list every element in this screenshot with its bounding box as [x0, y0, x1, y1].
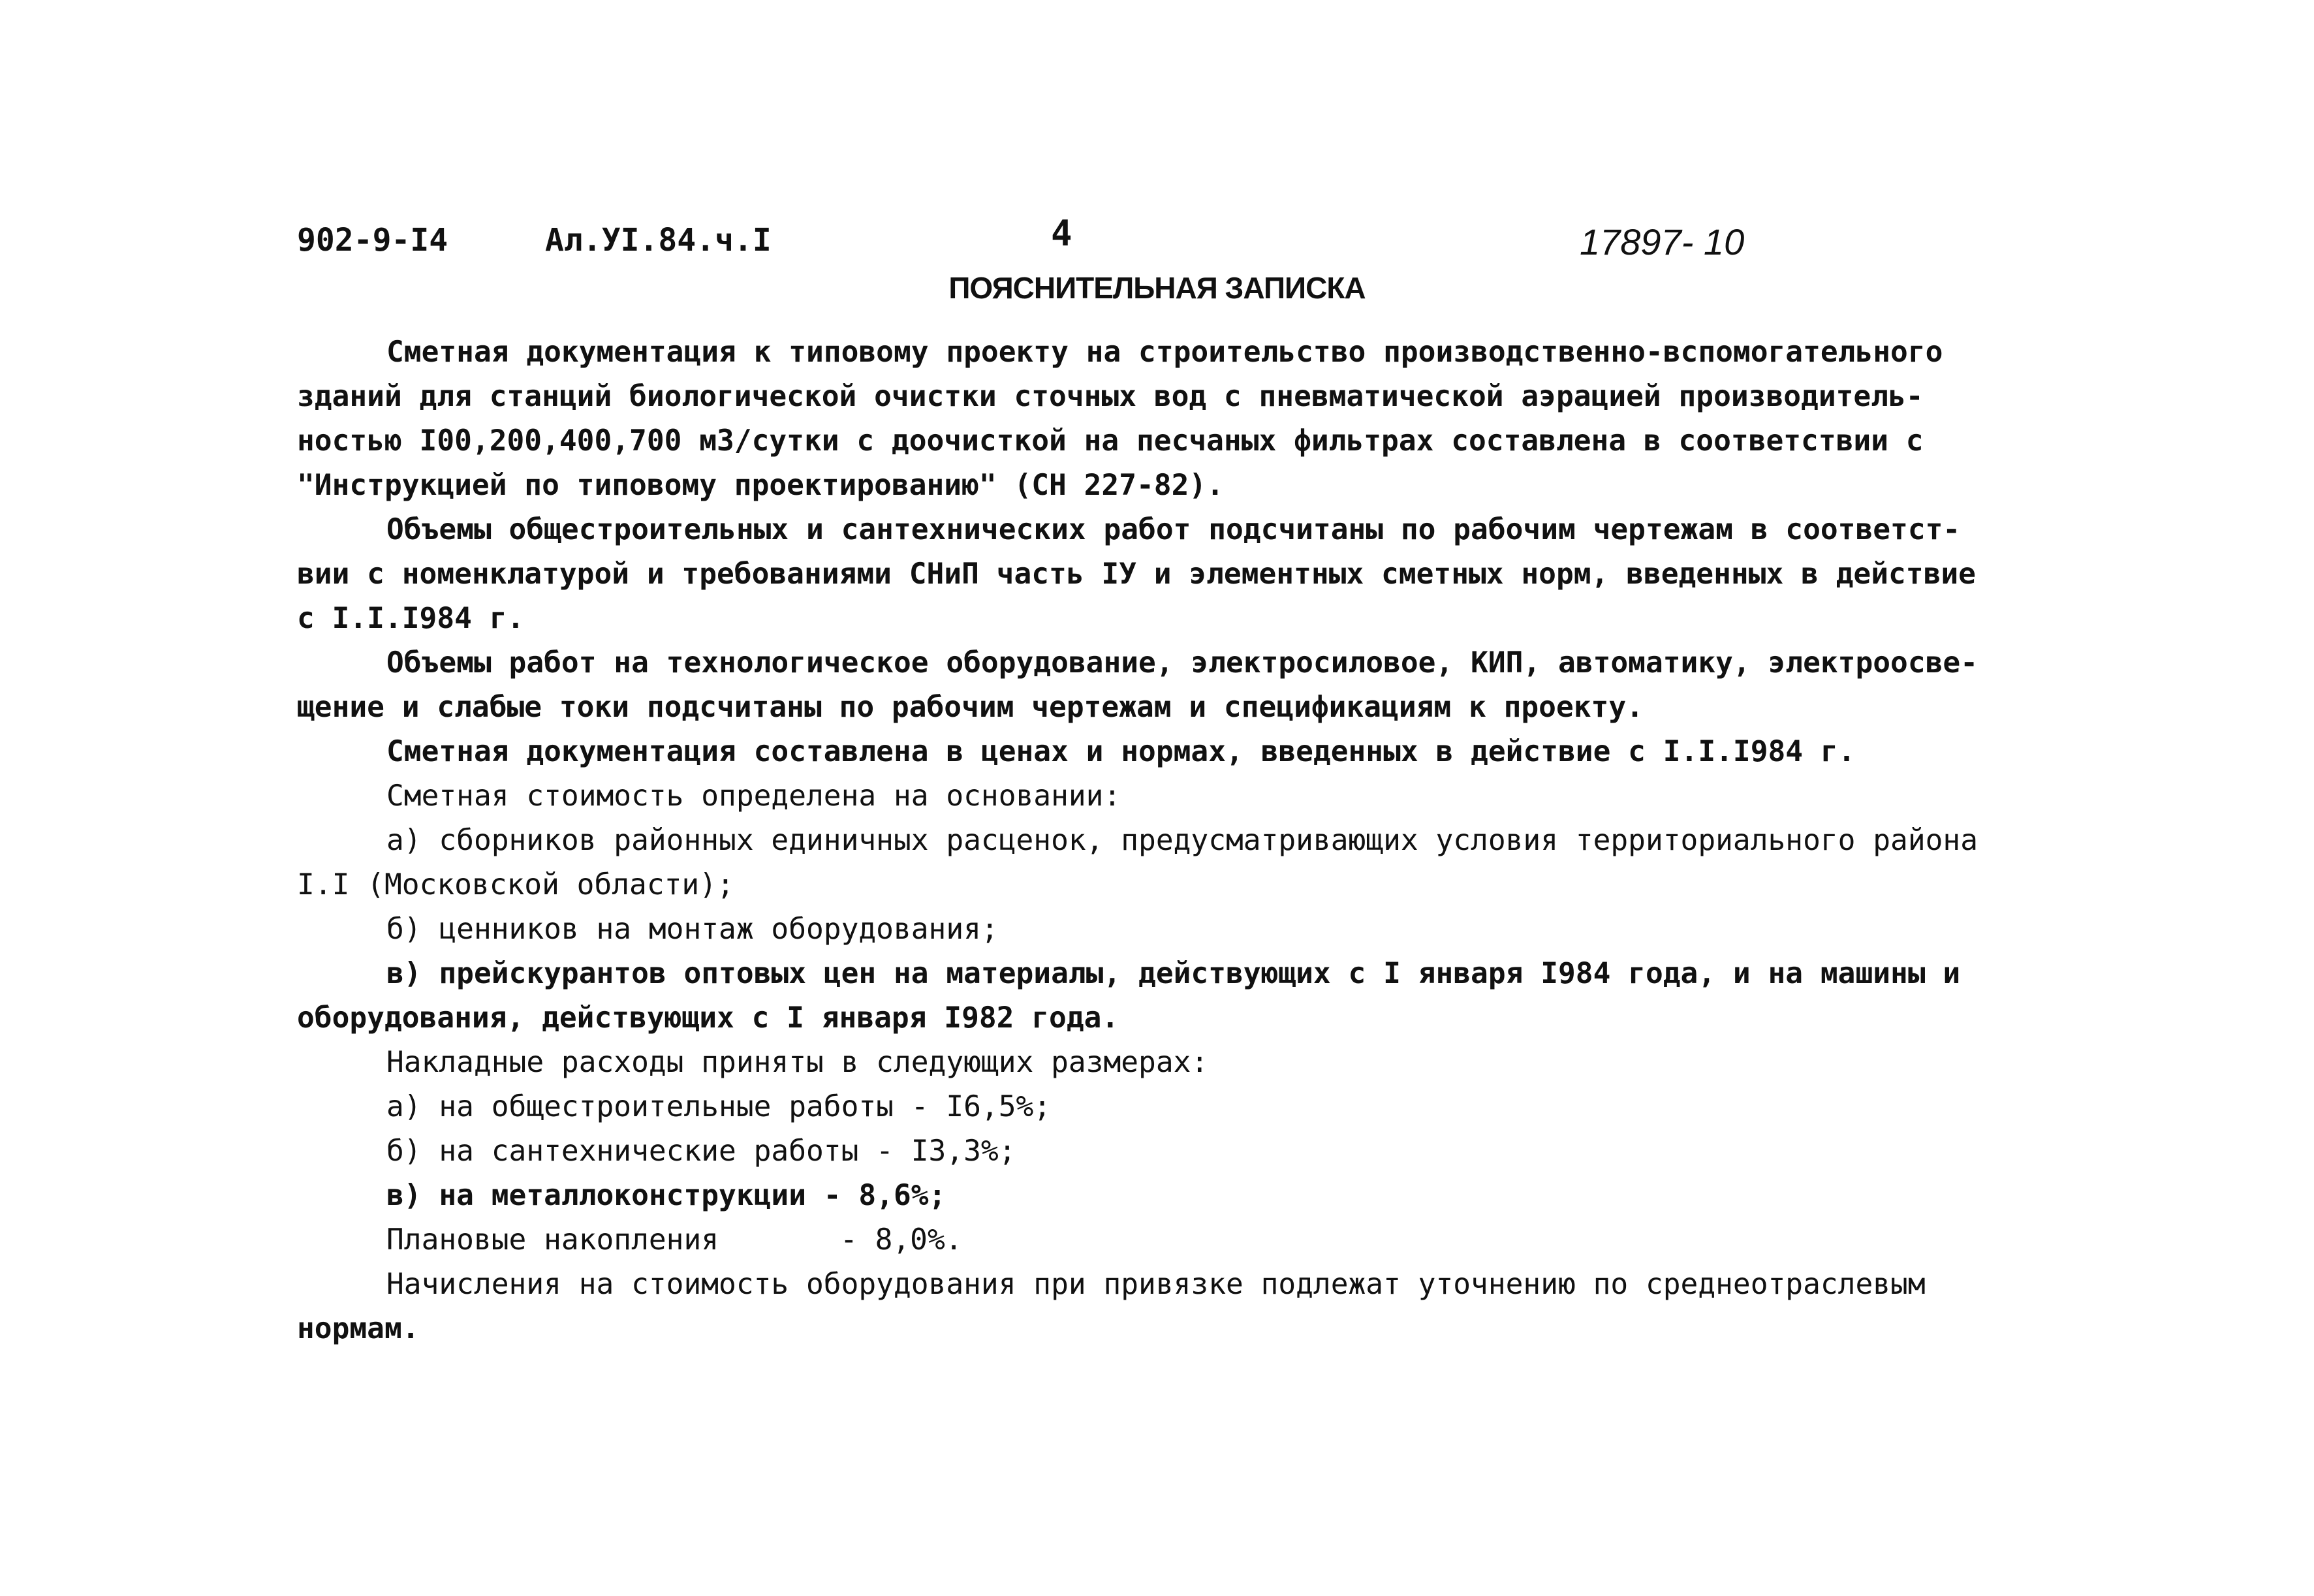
paragraph-4: Сметная документация составлена в ценах и нормах, введенных в действие с I.I.I984 г.	[386, 735, 1856, 768]
page-number: 4	[1051, 213, 1072, 254]
planned-savings-line	[297, 1218, 2033, 1262]
paragraph-last-line-1: Начисления на стоимость оборудования при привязке подлежат уточнению по среднеотраслевым	[386, 1268, 1926, 1301]
item-a-line-1: а) сборников районных единичных расценок, предусматривающих условия территориального района	[386, 824, 1978, 857]
overhead-item-a: а) на общестроительные работы - I6,5%;	[386, 1090, 1052, 1123]
paragraph-1-line-1: Сметная документация к типовому проекту на строительство производственно-вспомогательного	[386, 336, 1943, 369]
item-v-line-1: в) прейскурантов оптовых цен на материалы, действующих с I января I984 года, и на машины и	[386, 957, 1961, 990]
overhead-item-b: б) на сантехнические работы - I3,3%;	[386, 1134, 1016, 1168]
document-title: ПОЯСНИТЕЛЬНАЯ ЗАПИСКА	[948, 271, 1366, 305]
item-v-line-2: оборудования, действующих с I января I982 года.	[297, 1001, 1119, 1035]
paragraph-3-line-1: Объемы работ на технологическое оборудование, электросиловое, КИП, автоматику, электроосве-	[386, 646, 1978, 680]
paragraph-1-line-3: ностью I00,200,400,700 м3/сутки с доочисткой на песчаных фильтрах составлена в соответствии с	[297, 424, 1924, 458]
overhead-intro: Накладные расходы приняты в следующих размерах:	[386, 1046, 1209, 1079]
item-b: б) ценников на монтаж оборудования;	[386, 913, 999, 946]
explanatory-note-body	[297, 330, 2033, 1351]
paragraph-2-line-1: Объемы общестроительных и сантехнических работ подсчитаны по рабочим чертежам в соответст-	[386, 513, 1961, 546]
planned-savings-value: - 8,0%.	[840, 1223, 963, 1257]
overhead-item-v: в) на металлоконструкции - 8,6%;	[386, 1179, 946, 1212]
paragraph-1-line-4: "Инструкцией по типовому проектированию" (СН 227-82).	[297, 469, 1224, 502]
planned-savings-label: Плановые накопления	[386, 1223, 719, 1257]
paragraph-3-line-2: щение и слабые токи подсчитаны по рабочим чертежам и спецификациям к проекту.	[297, 691, 1644, 724]
paragraph-1-line-2: зданий для станций биологической очистки сточных вод с пневматической аэрацией производитель-	[297, 380, 1924, 413]
paragraph-2-line-3: с I.I.I984 г.	[297, 602, 525, 635]
paragraph-last-line-2: нормам.	[297, 1312, 420, 1345]
doc-code: 902-9-I4	[297, 222, 448, 258]
registration-number: 17897- 10	[1580, 221, 1745, 262]
album-number: Ал.УI.84.ч.I	[545, 222, 772, 258]
paragraph-5: Сметная стоимость определена на основании:	[386, 779, 1121, 813]
item-a-line-2: I.I (Московской области);	[297, 868, 734, 901]
paragraph-2-line-2: вии с номенклатурой и требованиями СНиП часть IУ и элементных сметных норм, введенных в действие	[297, 557, 1976, 591]
